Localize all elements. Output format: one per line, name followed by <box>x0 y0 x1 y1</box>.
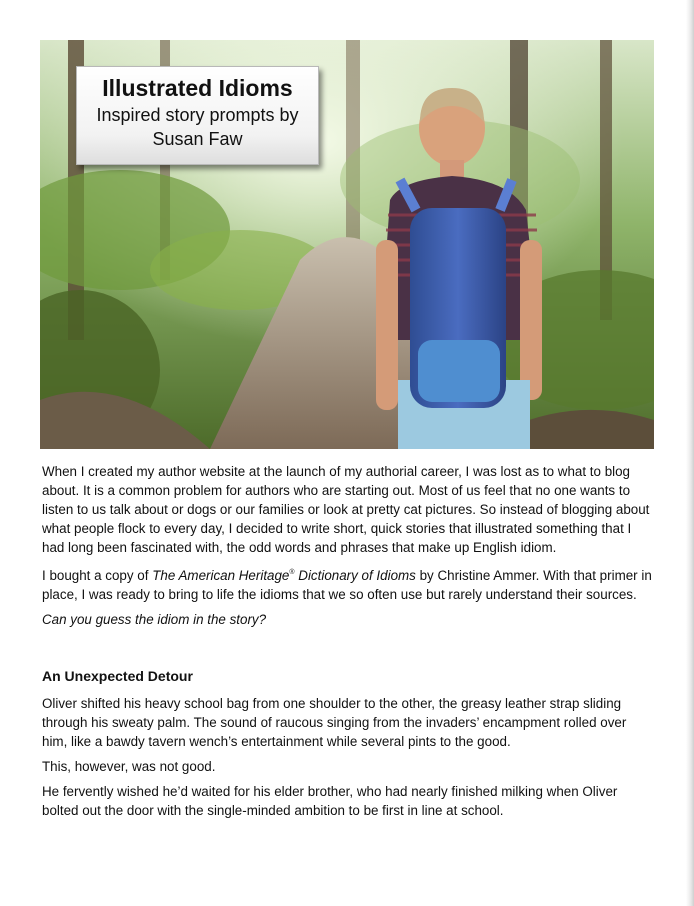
registered-mark: ® <box>289 569 295 576</box>
story-title: An Unexpected Detour <box>42 668 193 684</box>
story-paragraph: He fervently wished he’d waited for his elder brother, who had nearly finished milking when Oliver bolted out the door with the single-minded ambition to be first in line at school. <box>42 784 618 818</box>
intro-paragraph-2-tail: by Christine Ammer. With that primer in place, I was ready to bring to life the idioms that we so often use but rarely understand their sources. <box>42 568 652 602</box>
page-edge-shadow <box>686 0 694 906</box>
intro-paragraph-2 <box>42 563 654 604</box>
intro-paragraph-2-lead: I bought a copy of <box>42 568 153 583</box>
book-title-part-1: The American Heritage <box>152 568 290 583</box>
page-title: Illustrated Idioms <box>102 75 293 101</box>
intro-paragraph-1: When I created my author website at the launch of my authorial career, I was lost as to what to blog about. It is a common problem for authors who are starting out. Most of us feel that no one wants to listen to us talk about or dogs or our families or look at pretty cat pictures. So instead of blogging about what people flock to every day, I decided to write short, quick stories that illustrated something that I had long been fascinated with, the odd words and phrases that make up English idiom. <box>42 464 650 555</box>
story-paragraph: This, however, was not good. <box>42 759 216 774</box>
book-title-part-2: Dictionary of Idioms <box>294 568 416 583</box>
article-body <box>42 462 654 826</box>
title-card <box>76 66 319 165</box>
subtitle-line-1: Inspired story prompts by <box>96 105 299 125</box>
story-paragraph: Oliver shifted his heavy school bag from one shoulder to the other, the greasy leather strap sliding through his sweaty palm. The sound of raucous singing from the invaders’ encampment rolled over him, like a bawdy tavern wench’s entertainment while several pints to the good. <box>42 696 627 749</box>
idiom-question: Can you guess the idiom in the story? <box>42 612 267 627</box>
subtitle-line-2: Susan Faw <box>152 129 243 149</box>
